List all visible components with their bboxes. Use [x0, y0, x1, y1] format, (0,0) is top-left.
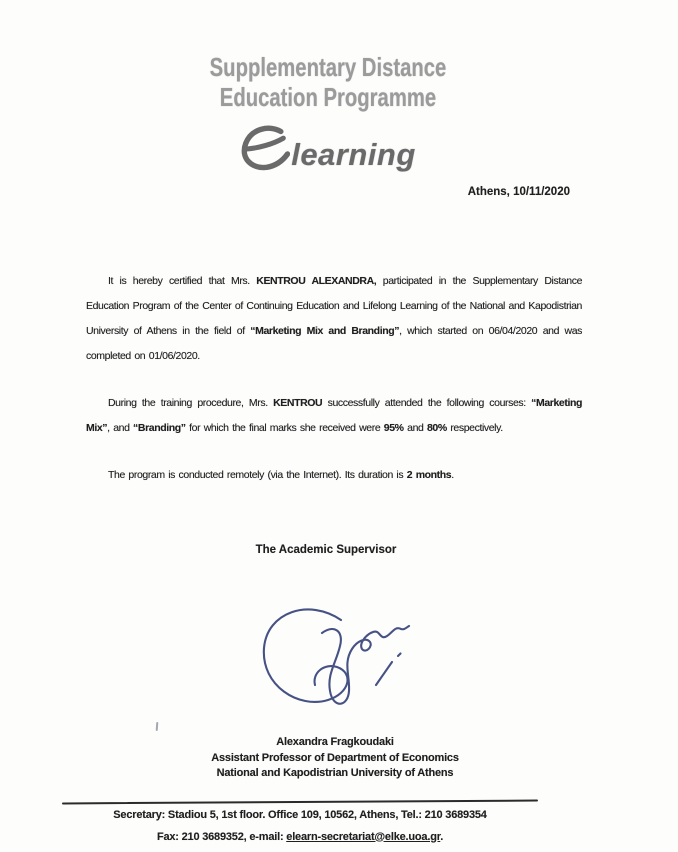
programme-title	[0, 52, 656, 112]
elearning-logo	[0, 119, 656, 172]
date-line: Athens, 10/11/2020	[467, 186, 570, 198]
program-duration-paragraph: The program is conducted remotely (via the Internet). Its duration is 2 months.	[108, 468, 454, 481]
handwritten-signature-icon	[245, 596, 435, 721]
logo-word: learning	[291, 137, 416, 172]
signatory-title: Assistant Professor of Department of Economics	[211, 751, 459, 764]
signatory-block	[9, 735, 661, 782]
signatory-name: Alexandra Fragkoudaki	[276, 736, 394, 748]
supervisor-heading: The Academic Supervisor	[255, 544, 397, 556]
programme-title-line2: Education Programme	[219, 82, 437, 112]
footer-divider	[62, 800, 538, 805]
scan-artifact	[156, 722, 159, 731]
footer-address-line: Secretary: Stadiou 5, 1st floor. Office 109, 10562, Athens, Tel.: 210 3689354	[113, 809, 487, 821]
certification-paragraph: It is hereby certified that Mrs. KENTROU ALEXANDRA, participated in the Supplementary Distance Education Program of the Center of Continuing Education and Lifelong Learning of the National and Kapodistrian University of Athens in the field of “Marketing Mix and Branding”, which started on 06/04/2020 and was completed on 01/06/2020.	[86, 274, 583, 362]
courses-marks-paragraph: During the training procedure, Mrs. KENTROU successfully attended the following courses: “Marketing Mix”, and “Branding” for which the final marks she received were 95% and 80% respectively.	[86, 396, 582, 434]
footer-contact-block	[30, 805, 570, 848]
signatory-institution: National and Kapodistrian University of Athens	[216, 767, 454, 779]
footer-fax-email-line: Fax: 210 3689352, e-mail: elearn-secretariat@elke.uoa.gr.	[156, 830, 444, 843]
stylized-e-icon	[240, 125, 290, 178]
programme-title-line1: Supplementary Distance	[209, 52, 447, 82]
